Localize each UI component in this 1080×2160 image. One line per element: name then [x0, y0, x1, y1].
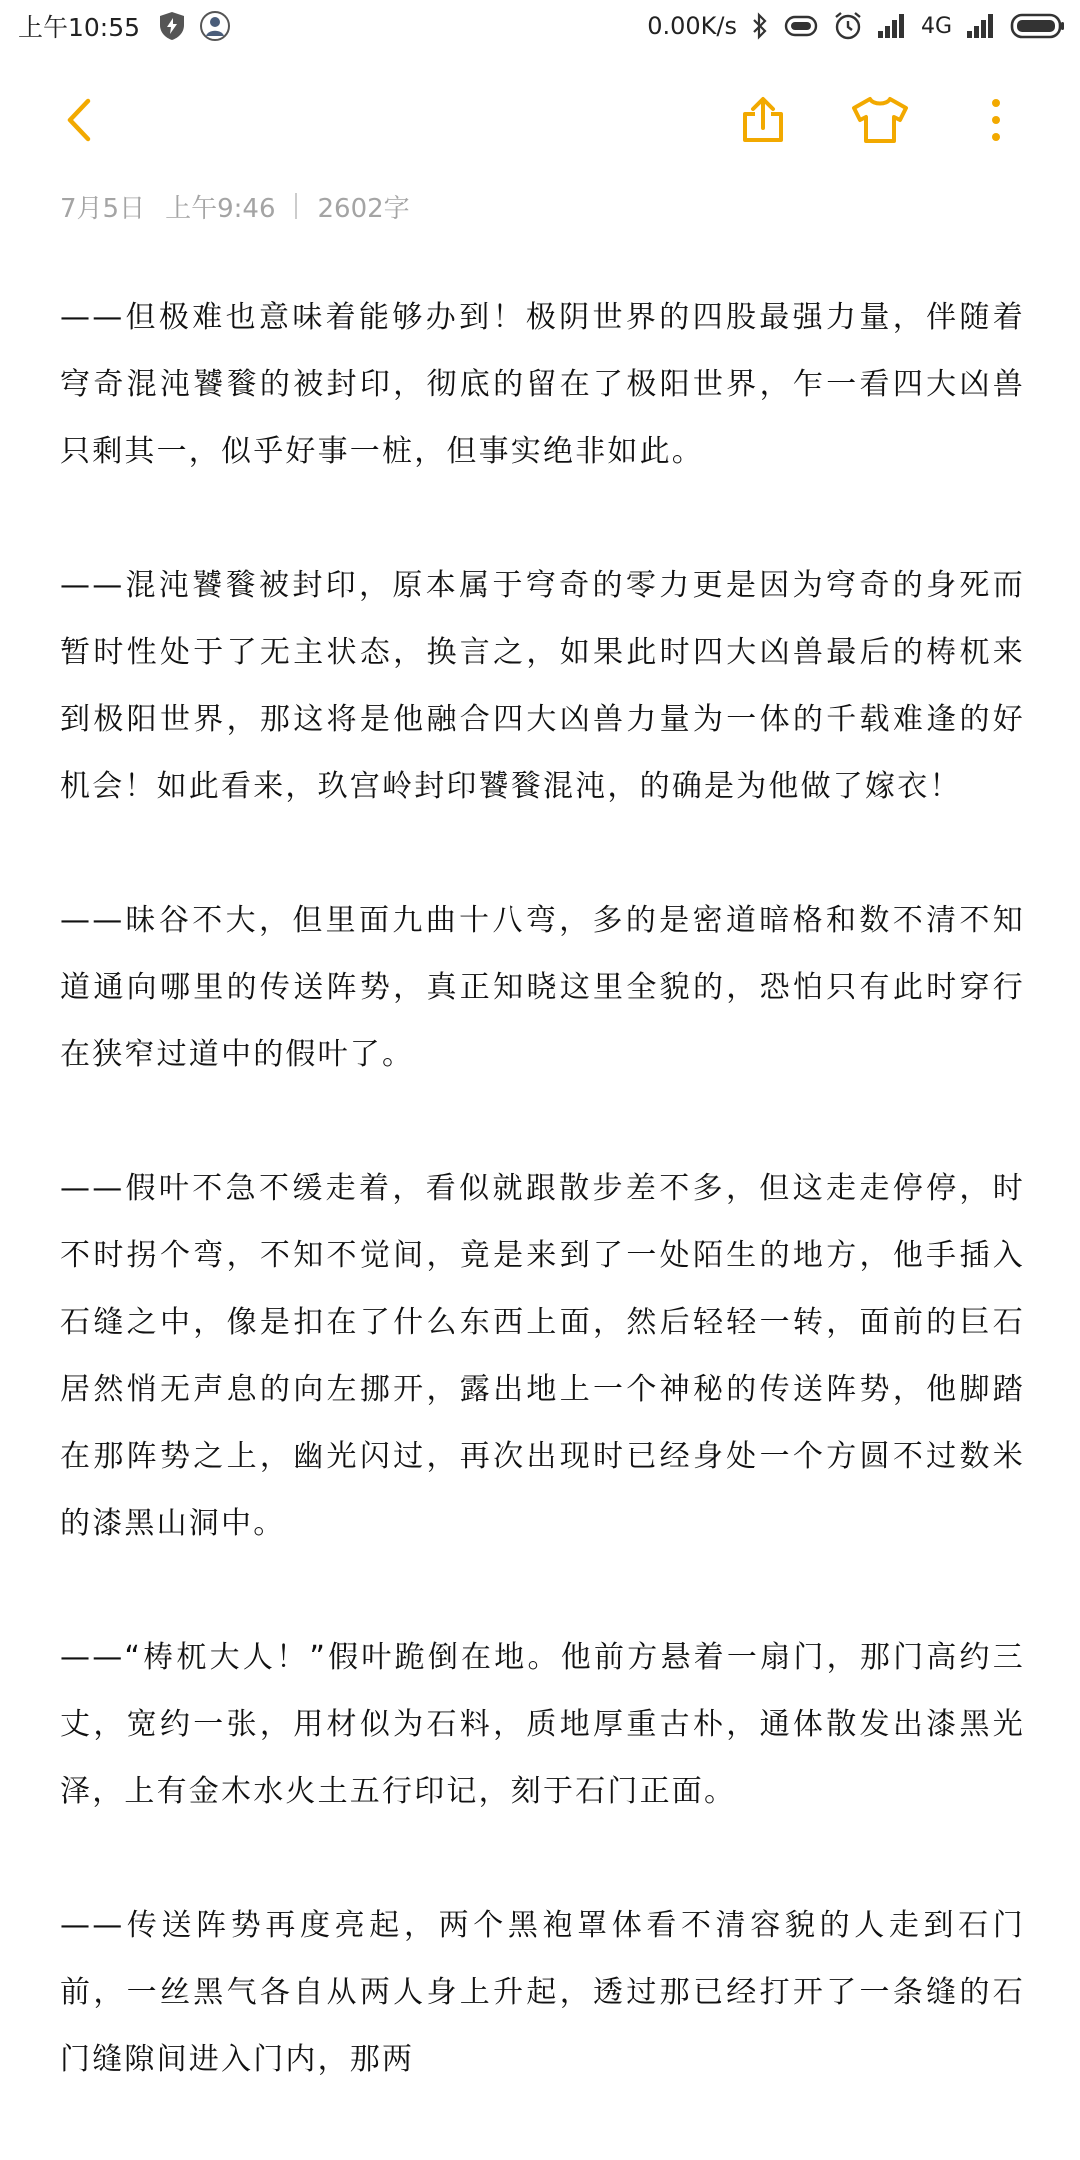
bluetooth-icon: [751, 12, 769, 40]
status-left: [18, 10, 244, 42]
net-speed: 0.00K/s: [647, 12, 737, 40]
alarm-icon: [833, 11, 863, 41]
note-date: 7月5日: [60, 193, 146, 224]
note-paragraph: ——假叶不急不缓走着，看似就跟散步差不多，但这走走停停，时不时拐个弯，不知不觉间，竟是来到了一处陌生的地方，他手插入石缝之中，像是扣在了什么东西上面，然后轻轻一转，面前的巨石居然悄无声息的向左挪开，露出地上一个神秘的传送阵势，他脚踏在那阵势之上，幽光闪过，再次出现时已经身处一个方圆不过数米的漆黑山洞中。: [60, 1171, 1025, 1541]
battery-icon: [1010, 12, 1066, 40]
more-button[interactable]: [966, 90, 1026, 150]
network-type: 4G: [920, 13, 952, 39]
signal-icon-2: [966, 13, 996, 39]
status-right: [633, 10, 1066, 42]
theme-button[interactable]: [850, 90, 910, 150]
tshirt-theme-icon: [850, 94, 910, 146]
signal-icon: [877, 13, 907, 39]
note-toolbar: [0, 70, 1080, 170]
shield-bolt-icon: [158, 11, 186, 41]
back-button[interactable]: [50, 90, 110, 150]
note-paragraph: ——“梼杌大人！”假叶跪倒在地。他前方悬着一扇门，那门高约三丈，宽约一张，用材似为石料，质地厚重古朴，通体散发出漆黑光泽，上有金木水火土五行印记，刻于石门正面。: [60, 1640, 1025, 1809]
share-icon: [737, 94, 789, 146]
note-body[interactable]: [60, 284, 1025, 2160]
note-time: 上午9:46: [165, 193, 276, 224]
note-paragraph: ——传送阵势再度亮起，两个黑袍罩体看不清容貌的人走到石门前，一丝黑气各自从两人身上升起，透过那已经打开了一条缝的石门缝隙间进入门内，那两: [60, 1908, 1025, 2077]
app-avatar-icon: [200, 11, 230, 41]
note-paragraph: ——昧谷不大，但里面九曲十八弯，多的是密道暗格和数不清不知道通向哪里的传送阵势，真正知晓这里全貌的，恐怕只有此时穿行在狭窄过道中的假叶了。: [60, 903, 1025, 1072]
meta-divider: [295, 193, 297, 219]
status-time: 上午10:55: [18, 13, 141, 42]
note-paragraph: ——但极难也意味着能够办到！极阴世界的四股最强力量，伴随着穹奇混沌饕餮的被封印，彻底的留在了极阳世界，乍一看四大凶兽只剩其一，似乎好事一桩，但事实绝非如此。: [60, 300, 1025, 469]
share-button[interactable]: [733, 90, 793, 150]
note-paragraph: ——混沌饕餮被封印，原本属于穹奇的零力更是因为穹奇的身死而暂时性处于了无主状态，换言之，如果此时四大凶兽最后的梼杌来到极阳世界，那这将是他融合四大凶兽力量为一体的千载难逢的好机会！如此看来，玖宫岭封印饕餮混沌，的确是为他做了嫁衣！: [60, 568, 1025, 804]
vibrate-icon: [783, 14, 819, 38]
word-count: 2602字: [317, 193, 410, 224]
more-vertical-icon: [986, 95, 1006, 145]
note-meta: [60, 186, 410, 226]
status-bar: [0, 0, 1080, 52]
back-chevron-icon: [60, 95, 100, 145]
